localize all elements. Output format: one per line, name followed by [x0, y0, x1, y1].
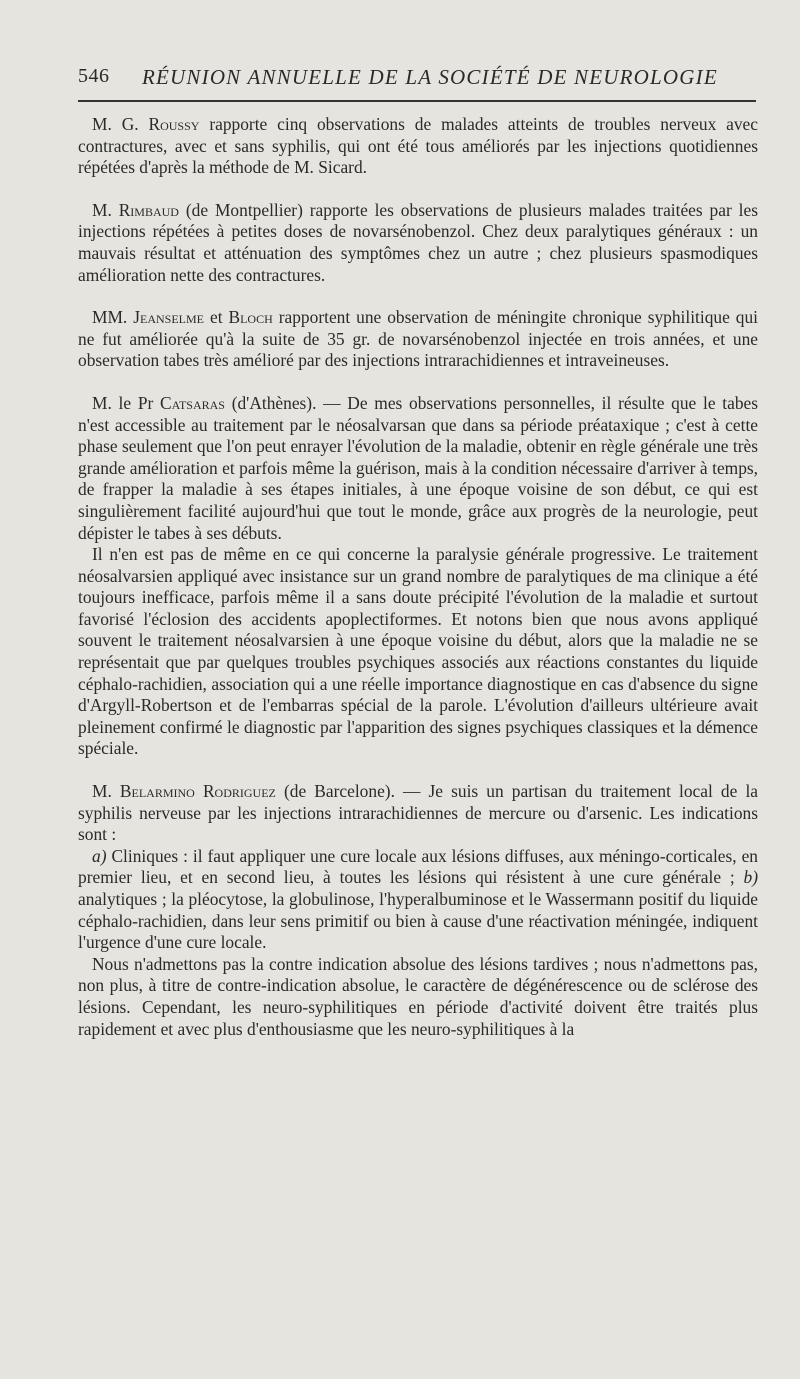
paragraph-contre-indication: Nous n'admettons pas la contre indication absolue des lésions tardives ; nous n'admettons pas, non plus, à titre de contre-indication absolue, le caractère de dégénérescence ou de sclérose des lésions. Cependant, les neuro-syphilitiques en période d'activité doivent être traités plus rapidement et avec plus d'enthousiasme que les neuro-syphilitiques à la	[78, 953, 758, 1039]
author-name: Jeanselme	[133, 307, 205, 328]
paragraph-jeanselme-bloch: MM. Jeanselme et Bloch rapportent une observation de méningite chronique syphilitique qui ne fut améliorée qu'à la suite de 35 gr. de novarsénobenzol injectée en trois années, et une observation tabes très amélioré par des injections intrarachidiennes et intraveineuses.	[78, 307, 759, 371]
paragraph-rimbaud: M. Rimbaud (de Montpellier) rapporte les observations de plusieurs malades traitées par les injections répétées à petites doses de novarsénobenzol. Chez deux paralytiques généraux : un mauvais résultat et atténuation des symptômes chez un autre ; chez plusieurs spasmodiques amélioration nette des contractures.	[78, 199, 758, 285]
paragraph-rodriguez: M. Belarmino Rodriguez (de Barcelone). — Je suis un partisan du traitement local de la syphilis nerveuse par les injections intrarachidiennes de mercure ou d'arsenic. Les indications sont :	[78, 781, 758, 845]
author-name: Bloch	[228, 307, 273, 328]
paragraph-paralysie: Il n'en est pas de même en ce qui concerne la paralysie générale progressive. Le traitement néosalvarsien appliqué avec insistance sur un grand nombre de paralytiques de ma clinique a été toujours inefficace, parfois même il a sans doute précipité l'évolution de la maladie et surtout favorisé l'éclosion des accidents apoplectiformes. Et notons bien que nous avons appliqué souvent le traitement néosalvarsien à une époque voisine du début, alors que la maladie ne se représentait que par quelques troubles psychiques associés aux réactions constantes du liquide céphalo-rachidien, association qui a une réelle importance diagnostique en cas d'absence du signe d'Argyll-Robertson et de l'embarras spécial de la parole. L'évolution d'ailleurs ultérieure avait pleinement confirmé le diagnostic par l'apparition des signes psychiques classiques et la démence spéciale.	[78, 544, 758, 759]
author-name: Roussy	[148, 114, 200, 134]
author-name: Belarmino Rodriguez	[119, 781, 276, 802]
page-body	[78, 114, 758, 1040]
author-name: Rimbaud	[118, 199, 179, 220]
paragraph-catsaras: M. le Pr Catsaras (d'Athènes). — De mes observations personnelles, il résulte que le tabes n'est accessible au traitement par le néosalvarsan que dans sa période préataxique ; c'est à cette phase seulement que l'on peut enrayer l'évolution de la maladie, obtenir en règle générale une très grande amélioration et parfois même la guérison, mais à la condition nécessaire d'arriver à temps, de frapper la maladie à ses étapes initiales, à une époque voisine de son début, ce qui est singulièrement facilité aujourd'hui que tout le monde, grâce aux progrès de la neurologie, peut dépister le tabes à ses débuts.	[78, 392, 758, 543]
running-title: RÉUNION ANNUELLE DE LA SOCIÉTÉ DE NEUROLOGIE	[142, 65, 718, 89]
list-marker: a)	[92, 845, 107, 866]
page-header	[62, 62, 762, 92]
paragraph-roussy: M. G. Roussy rapporte cinq observations de malades atteints de troubles nerveux avec contractures, avec et sans syphilis, qui ont été tous améliorés par les injections quotidiennes répétées d'après la méthode de M. Sicard.	[78, 114, 758, 178]
author-name: Catsaras	[160, 392, 225, 413]
paragraph-indications: a) Cliniques : il faut appliquer une cure locale aux lésions diffuses, aux méningo-corticales, en premier lieu, et en second lieu, à toutes les lésions qui résistent à une cure générale ; b) analytiques ; la pléocytose, la globulinose, l'hyperalbuminose et le Wassermann positif du liquide céphalo-rachidien, dans leur sens primitif ou bien à cause d'une réactivation méningée, indiquent l'urgence d'une cure locale.	[78, 845, 758, 953]
header-rule	[78, 100, 756, 102]
page-number: 546	[78, 65, 110, 87]
list-marker: b)	[743, 867, 758, 888]
